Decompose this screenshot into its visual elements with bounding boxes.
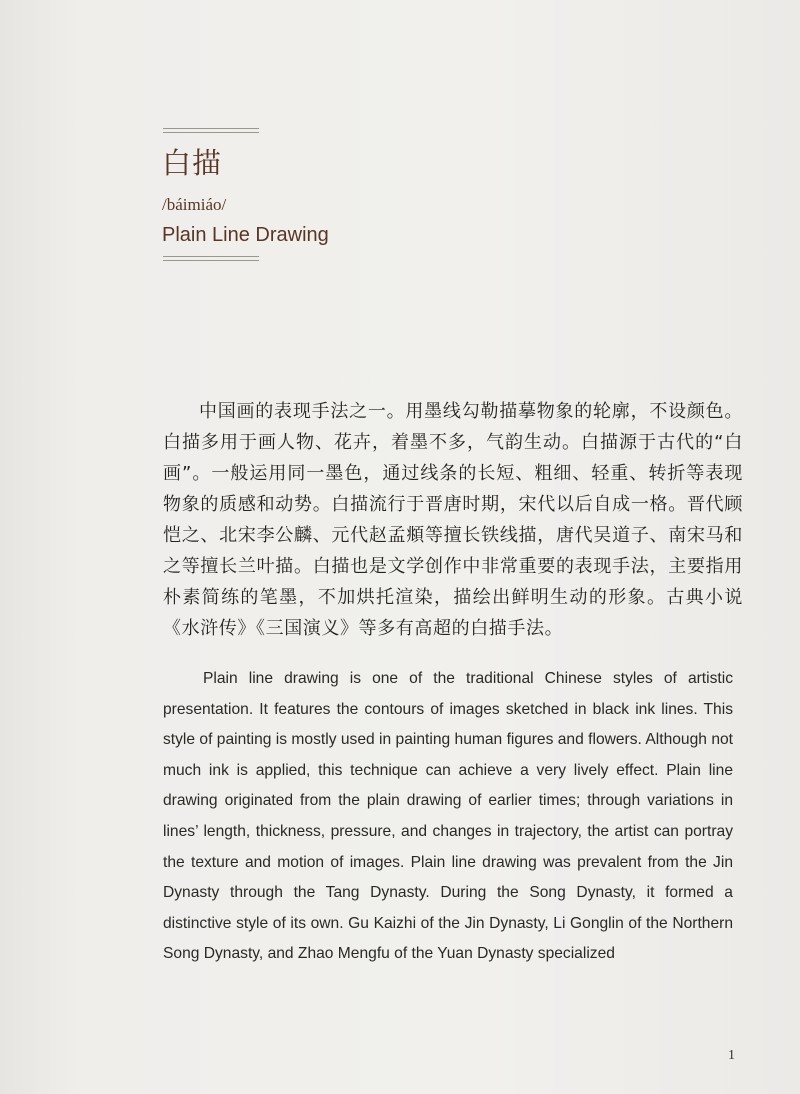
bottom-double-rule [163, 256, 259, 264]
top-double-rule [163, 128, 259, 136]
entry-pinyin: /báimiáo/ [162, 195, 227, 214]
entry-title-english: Plain Line Drawing [162, 224, 329, 246]
entry-title-chinese: 白描 [162, 146, 223, 180]
chinese-definition-paragraph: 中国画的表现手法之一。用墨线勾勒描摹物象的轮廓，不设颜色。白描多用于画人物、花卉，着墨不多，气韵生动。白描源于古代的“白画”。一般运用同一墨色，通过线条的长短、粗细、轻重、转折等表现物象的质感和动势。白描流行于晋唐时期，宋代以后自成一格。晋代顾恺之、北宋李公麟、元代赵孟頫等擅长铁线描，唐代吴道子、南宋马和之等擅长兰叶描。白描也是文学创作中非常重要的表现手法，主要指用朴素简练的笔墨，不加烘托渲染，描绘出鲜明生动的形象。古典小说《水浒传》《三国演义》等多有高超的白描手法。 [163, 401, 743, 639]
page-number: 1 [728, 1048, 735, 1063]
english-definition-paragraph: Plain line drawing is one of the traditional Chinese styles of artistic presentation. It features the contours of images sketched in black ink lines. This style of painting is mostly used in painting human figures and flowers. Although not much ink is applied, this technique can achieve a very lively effect. Plain line drawing originated from the plain drawing of earlier times; through variations in lines’ length, thickness, pressure, and changes in trajectory, the artist can portray the texture and motion of images. Plain line drawing was prevalent from the Jin Dynasty through the Tang Dynasty. During the Song Dynasty, it formed a distinctive style of its own. Gu Kaizhi of the Jin Dynasty, Li Gonglin of the Northern Song Dynasty, and Zhao Mengfu of the Yuan Dynasty specialized [163, 670, 733, 963]
